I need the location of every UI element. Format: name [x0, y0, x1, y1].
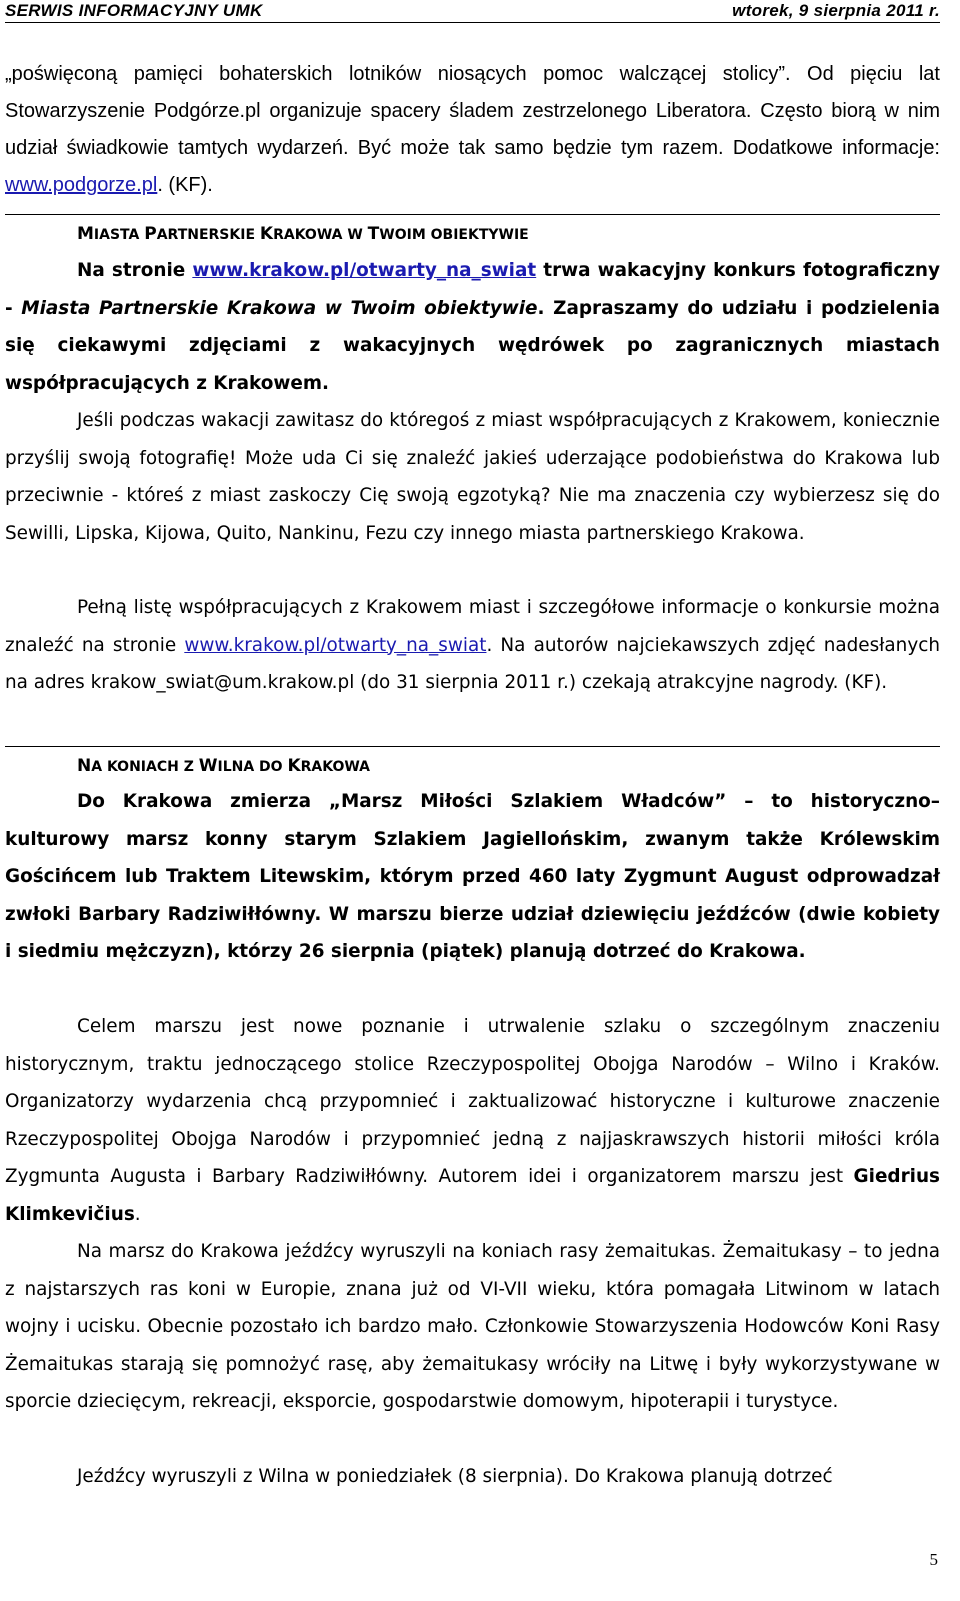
heading-part: WOIM OBIEKTYWIE — [379, 227, 529, 243]
article-paragraph: Jeźdźcy wyruszyli z Wilna w poniedziałek (8 sierpnia). Do Krakowa planują dotrzeć — [77, 1466, 833, 1487]
section-divider — [5, 214, 940, 215]
article-text: Na stronie — [77, 260, 193, 281]
organizer-name: Giedrius Klimkevičius — [5, 1166, 940, 1225]
article-text: . Na autorów najciekawszych zdjęć nadesłanych na adres krakow_swiat@um.krakow.pl (do 31 sierpnia 2011 r.) czekają atrakcyjne nagrody. (KF). — [5, 634, 940, 693]
page-number: 5 — [929, 1550, 938, 1569]
page-header — [5, 0, 940, 23]
article-lead — [5, 252, 940, 402]
article-paragraph: Jeśli podczas wakacji zawitasz do któregoś z miast współpracujących z Krakowem, koniecznie przyślij swoją fotografię! Może uda Ci się znaleźć jakieś uderzające podobieństwa do Krakowa lub przeciwnie - któreś z miast zaskoczy Cię swoją egzotyką? Nie ma znaczenia czy wybierzesz się do Sewilli, Lipska, Kijowa, Quito, Nankinu, Fezu czy innego miasta partnerskiego Krakowa. — [5, 410, 940, 544]
heading-part: N — [77, 756, 92, 776]
podgorze-link[interactable]: www.podgorze.pl — [5, 174, 158, 196]
heading-part: M — [77, 224, 94, 244]
section-heading-horse-march — [77, 751, 370, 779]
article-text: „poświęconą pamięci bohaterskich lotników niosących pomoc walczącej stolicy”. Od pięciu lat Stowarzyszenie Podgórze.pl organizuje spacery śladem zestrzelonego Liberatora. Często biorą w nim udział świadkowie tamtych wydarzeń. Być może tak samo będzie tym razem. Dodatkowe informacje: — [5, 63, 940, 159]
heading-part: ARTNERSKIE — [156, 227, 260, 243]
heading-part: RAKOWA W — [273, 227, 368, 243]
section-divider — [5, 746, 940, 747]
heading-part: ILNA DO — [217, 759, 288, 775]
section-heading-partner-cities — [77, 219, 529, 247]
article-text: trwa wakacyjny konkurs fotograficzny - — [5, 260, 941, 319]
heading-part: RAKOWA — [300, 759, 371, 775]
heading-part: K — [259, 224, 274, 244]
article-paragraph — [5, 589, 940, 702]
article-continuation — [5, 56, 940, 204]
article-text: Celem marszu jest nowe poznanie i utrwalenie szlaku o szczególnym znaczeniu historycznym, traktu jednoczącego stolice Rzeczypospolitej Obojga Narodów – Wilno i Kraków. Organizatorzy wydarzenia chcą przypomnieć i zaktualizować historyczne i kulturowe znaczenie Rzeczypospolitej Obojga Narodów i przypomnieć jedną z najjaskrawszych historii miłości króla Zygmunta Augusta i Barbary Radziwiłłówny. Autorem idei i organizatorem marszu jest — [5, 1016, 940, 1187]
article-lead: Do Krakowa zmierza „Marsz Miłości Szlakiem Władców” – to historyczno–kulturowy marsz konny starym Szlakiem Jagiellońskim, zwanym także Królewskim Gościńcem lub Traktem Litewskim, którym przed 460 laty Zygmunt August odprowadzał zwłoki Barbary Radziwiłłówny. W marszu bierze udział dziewięciu jeźdźców (dwie kobiety i siedmiu mężczyzn), którzy 26 sierpnia (piątek) planują dotrzeć do Krakowa. — [5, 791, 940, 962]
heading-part: K — [287, 756, 301, 776]
publication-title: SERWIS INFORMACYJNY UMK — [5, 1, 263, 20]
krakow-contest-link[interactable]: www.krakow.pl/otwarty_na_swiat — [184, 634, 487, 656]
heading-part: P — [144, 224, 157, 244]
article-text: . (KF). — [157, 174, 213, 196]
article-paragraph — [5, 1008, 940, 1233]
article-text: Pełną listę współpracujących z Krakowem miast i szczegółowe informacje o konkursie można znaleźć na stronie — [5, 597, 940, 656]
heading-part: IASTA — [93, 227, 145, 243]
contest-title: Miasta Partnerskie Krakowa w Twoim obiektywie — [21, 297, 538, 319]
article-paragraph: Na marsz do Krakowa jeźdźcy wyruszyli na koniach rasy żemaitukas. Żemaitukasy – to jedna z najstarszych ras koni w Europie, znana już od VI-VII wieku, która pomagała Litwinom w latach wojny i ucisku. Obecnie pozostało ich bardzo mało. Członkowie Stowarzyszenia Hodowców Koni Rasy Żemaitukas starają się pomnożyć rasę, aby żemaitukasy wróciły na Litwę i były wykorzystywane w sporcie dziecięcym, rekreacji, eksporcie, gospodarstwie domowym, hipoterapii i turystyce. — [5, 1241, 940, 1412]
article-text: . — [134, 1203, 141, 1225]
heading-part: W — [198, 756, 218, 776]
article-text: . Zapraszamy do udziału i podzielenia się ciekawymi zdjęciami z wakacyjnych wędrówek po zagranicznych miastach współpracujących z Krakowem. — [5, 297, 940, 394]
heading-part: A KONIACH Z — [91, 759, 199, 775]
publication-date: wtorek, 9 sierpnia 2011 r. — [732, 1, 940, 20]
krakow-contest-link[interactable]: www.krakow.pl/otwarty_na_swiat — [192, 260, 537, 281]
heading-part: T — [367, 224, 380, 244]
